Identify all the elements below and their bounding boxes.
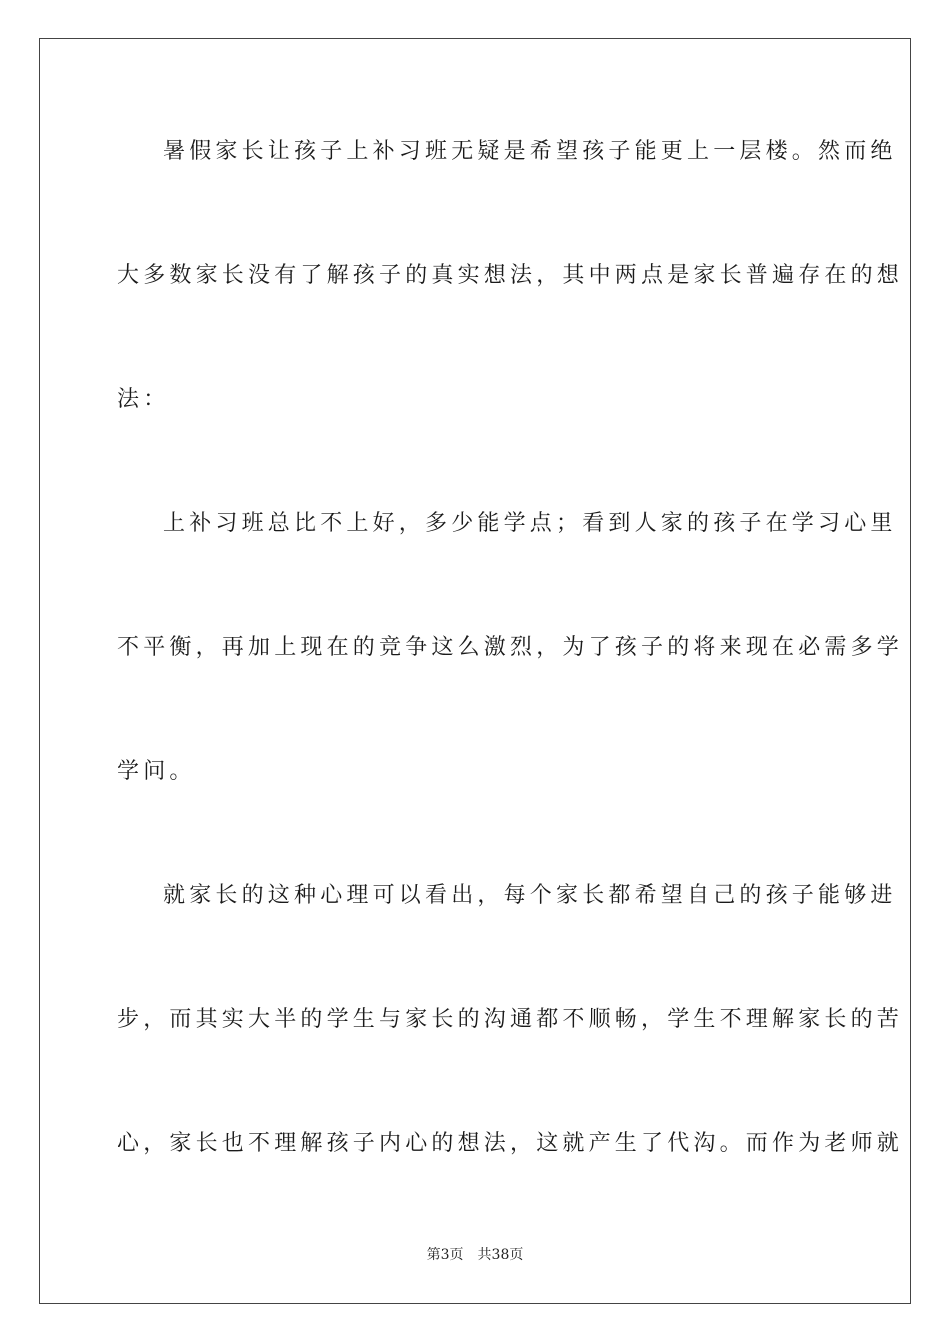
- page-footer: [0, 1246, 950, 1264]
- page-border: [39, 38, 911, 1304]
- paragraph-2-line-3: 学问。: [117, 759, 196, 784]
- paragraph-1-line-2: 大多数家长没有了解孩子的真实想法，其中两点是家长普遍存在的想: [117, 263, 904, 288]
- current-page-label: 第3页: [426, 1247, 464, 1263]
- paragraph-1-line-1: 暑假家长让孩子上补习班无疑是希望孩子能更上一层楼。然而绝: [163, 139, 897, 164]
- paragraph-2-line-1: 上补习班总比不上好，多少能学点；看到人家的孩子在学习心里: [163, 511, 897, 536]
- total-pages-label: 共38页: [477, 1247, 524, 1263]
- paragraph-1-line-3: 法：: [117, 387, 170, 412]
- paragraph-3-line-1: 就家长的这种心理可以看出，每个家长都希望自己的孩子能够进: [163, 883, 897, 908]
- paragraph-3-line-2: 步，而其实大半的学生与家长的沟通都不顺畅，学生不理解家长的苦: [117, 1007, 904, 1032]
- paragraph-3-line-3: 心，家长也不理解孩子内心的想法，这就产生了代沟。而作为老师就: [117, 1131, 904, 1156]
- paragraph-2-line-2: 不平衡，再加上现在的竞争这么激烈，为了孩子的将来现在必需多学: [117, 635, 904, 660]
